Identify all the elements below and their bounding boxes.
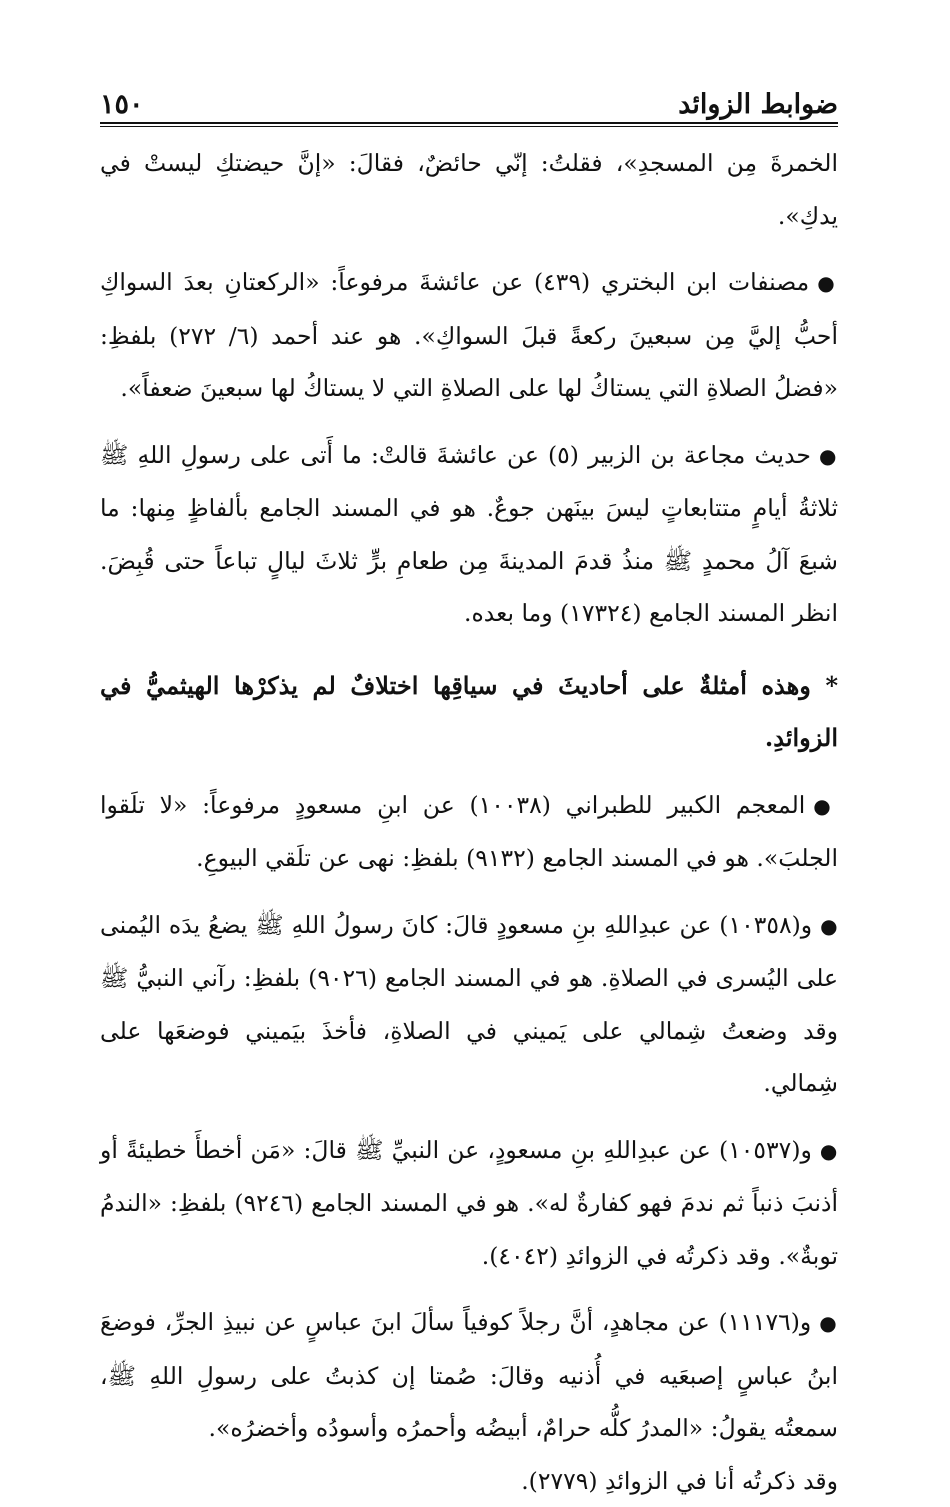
header-rule (100, 122, 838, 124)
list-item: ●المعجم الكبير للطبراني (١٠٠٣٨) عن ابنِ مسعودٍ مرفوعاً: «لا تلَقوا الجلبَ». هو في المسند الجامع (٩١٣٢) بلفظِ: نهى عن تلَقي البيوعِ. (100, 779, 838, 885)
bullet-icon: ● (819, 444, 838, 468)
list-item: ●مصنفات ابن البختري (٤٣٩) عن عائشةَ مرفوعاً: «الركعتانِ بعدَ السواكِ أحبُّ إليَّ مِن سبعينَ ركعةً قبلَ السواكِ». هو عند أحمد (٦/ ٢٧٢) بلفظِ: «فضلُ الصلاةِ التي يستاكُ لها على الصلاةِ التي لا يستاكُ لها سبعينَ ضعفاً». (100, 256, 838, 415)
bullet-icon: ● (820, 914, 838, 938)
bullet-icon: ● (819, 1311, 838, 1335)
paragraph: الخمرةَ مِن المسجدِ»، فقلتُ: إنّي حائضٌ، فقالَ: «إنَّ حيضتكِ ليستْ في يدكِ». (100, 137, 838, 242)
running-title: ضوابط الزوائد (678, 89, 838, 120)
paragraph: وقد ذكرتُه أنا في الزوائدِ (٢٧٧٩). (100, 1455, 838, 1507)
list-item: ●حديث مجاعة بن الزبير (٥) عن عائشةَ قالتْ: ما أَتى على رسولِ اللهِ ﷺ ثلاثةُ أيامٍ متتابعاتٍ ليسَ بينَهن جوعٌ. هو في المسند الجامع بألفاظٍ مِنها: ما شبعَ آلُ محمدٍ ﷺ منذُ قدمَ المدينةَ مِن طعامِ برٍّ ثلاثَ ليالٍ تباعاً حتى قُبِضَ. انظر المسند الجامع (١٧٣٢٤) وما بعده. (100, 429, 838, 640)
bullet-icon: ● (817, 271, 838, 295)
list-item: ●و(١١١٧٦) عن مجاهدٍ، أنَّ رجلاً كوفياً سألَ ابنَ عباسٍ عن نبيذِ الجرِّ، فوضعَ ابنُ عباسٍ إصبعَيه في أُذنيه وقالَ: صُمتا إن كذبتُ على رسولِ اللهِ ﷺ، سمعتُه يقولُ: «المدرُ كلُّه حرامٌ، أبيضُه وأحمرُه وأسودُه وأخضرُه». (100, 1296, 838, 1455)
page-header (100, 78, 838, 120)
page-body (100, 137, 838, 1507)
list-item: ●و(١٠٣٥٨) عن عبدِاللهِ بنِ مسعودٍ قالَ: كانَ رسولُ اللهِ ﷺ يضعُ يدَه اليُمنى على اليُسرى في الصلاةِ. هو في المسند الجامع (٩٠٢٦) بلفظِ: رآني النبيُّ ﷺ وقد وضعتُ شِمالي على يَميني في الصلاةِ، فأخذَ بيَميني فوضعَها على شِمالي. (100, 899, 838, 1110)
bullet-icon: ● (820, 1139, 838, 1163)
section-heading: * وهذه أمثلةٌ على أحاديثَ في سياقِها اختلافٌ لم يذكرْها الهيثميُّ في الزوائدِ. (100, 660, 838, 765)
header-rule-thin (100, 126, 838, 127)
list-item: ●و(١٠٥٣٧) عن عبدِاللهِ بنِ مسعودٍ، عن النبيِّ ﷺ قالَ: «مَن أخطأَ خطيئةً أو أذنبَ ذنباً ثم ندمَ فهو كفارةٌ له». هو في المسند الجامع (٩٢٤٦) بلفظِ: «الندمُ توبةٌ». وقد ذكرتُه في الزوائدِ (٤٠٤٢). (100, 1124, 838, 1283)
bullet-icon: ● (813, 794, 838, 818)
page-number: ١٥٠ (100, 89, 144, 120)
